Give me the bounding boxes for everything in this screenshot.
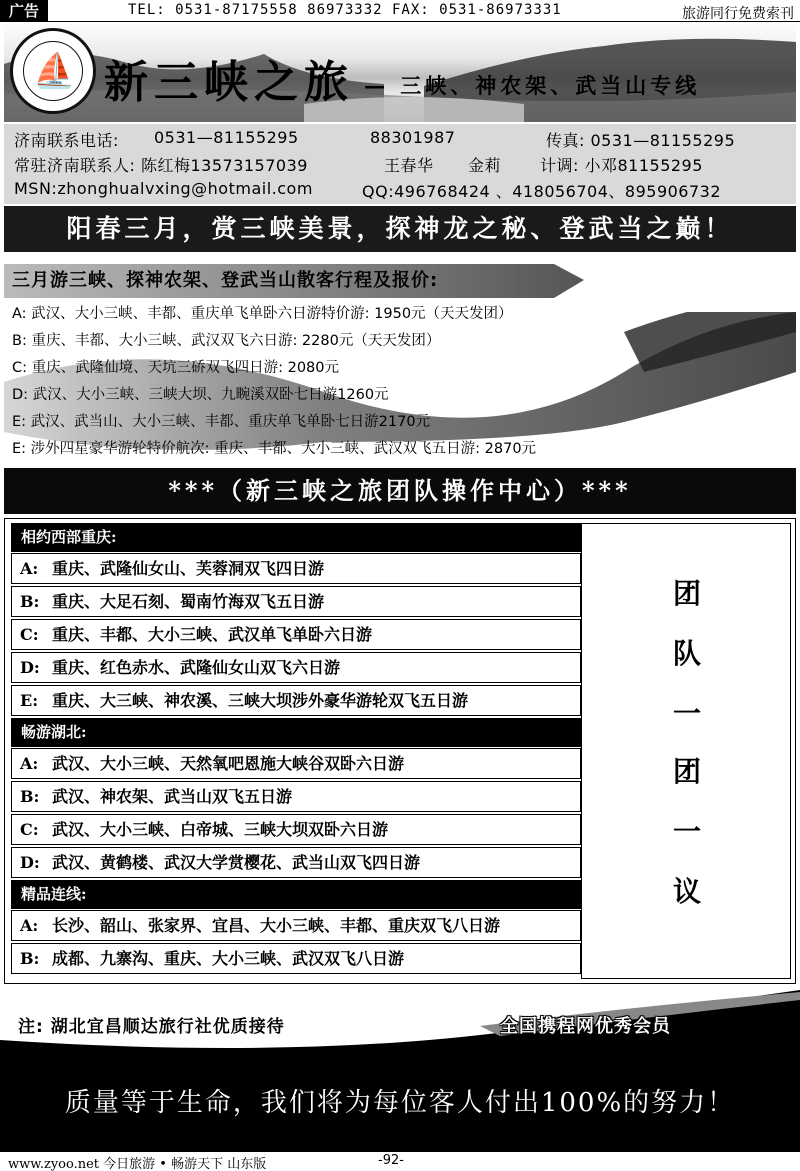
contact-person-2: 王春华 xyxy=(384,156,434,175)
page-number: -92- xyxy=(378,1153,404,1168)
slogan-char: 一 xyxy=(672,697,701,730)
contact-person: 常驻济南联系人: 陈红梅13573157039 xyxy=(14,156,308,175)
company-logo xyxy=(10,28,96,114)
pricing-title: 三月游三峡、探神农架、登武当山散客行程及报价: xyxy=(12,270,439,291)
brand-title: 新三峡之旅 xyxy=(104,57,354,108)
pricing-block xyxy=(4,252,796,464)
tour-list xyxy=(11,523,581,976)
slogan-char: 团 xyxy=(672,577,701,610)
page-footer xyxy=(0,1152,800,1171)
price-line: A: 武汉、大小三峡、丰都、重庆单飞单卧六日游特价游: 1950元（天天发团） xyxy=(12,306,513,322)
tour-table xyxy=(4,518,796,984)
quality-slogan: 质量等于生命，我们将为每位客人付出100%的努力！ xyxy=(0,1060,800,1152)
price-line: E: 武汉、武当山、大小三峡、丰都、重庆单飞单卧七日游2170元 xyxy=(12,414,431,430)
ship-icon: ⛵ xyxy=(33,51,76,91)
reception-note: 注: 湖北宜昌顺达旅行社优质接待 xyxy=(18,1017,285,1037)
tel-label: 济南联系电话: xyxy=(14,131,119,150)
tel-number-2: 88301987 xyxy=(370,128,456,147)
slogan-char: 团 xyxy=(672,755,701,788)
slogan-char: 一 xyxy=(672,815,701,848)
tour-item: A: 重庆、武隆仙女山、芙蓉洞双飞四日游 xyxy=(11,553,581,584)
fax-number: 传真: 0531—81155295 xyxy=(546,131,736,150)
contact-block xyxy=(4,124,796,204)
tour-item: D: 武汉、黄鹤楼、武汉大学赏樱花、武当山双飞四日游 xyxy=(11,847,581,878)
slogan-char: 队 xyxy=(672,637,701,670)
price-line: D: 武汉、大小三峡、三峡大坝、九畹溪双卧七日游1260元 xyxy=(12,387,389,403)
contact-person-3: 金莉 xyxy=(468,156,502,175)
section-header: 精品连线: xyxy=(11,880,581,909)
banner xyxy=(4,24,796,122)
tour-item: D: 重庆、红色赤水、武隆仙女山双飞六日游 xyxy=(11,652,581,683)
tour-item: C: 重庆、丰都、大小三峡、武汉单飞单卧六日游 xyxy=(11,619,581,650)
tour-item: B: 武汉、神农架、武当山双飞五日游 xyxy=(11,781,581,812)
tour-item: B: 成都、九寨沟、重庆、大小三峡、武汉双飞八日游 xyxy=(11,943,581,974)
section-header: 相约西部重庆: xyxy=(11,523,581,552)
brand-slogan: — 三峡、神农架、武当山专线 xyxy=(364,73,701,98)
top-bar xyxy=(0,0,800,22)
ops-center-banner: ***（新三峡之旅团队操作中心）*** xyxy=(4,468,796,514)
group-slogan-box xyxy=(581,523,791,979)
tel-number-1: 0531—81155295 xyxy=(154,128,299,147)
tour-item: C: 武汉、大小三峡、白帝城、三峡大坝双卧六日游 xyxy=(11,814,581,845)
section-header: 畅游湖北: xyxy=(11,718,581,747)
qq-contact: QQ:496768424 、418056704、895906732 xyxy=(362,182,722,201)
tour-item: A: 武汉、大小三峡、天然氧吧恩施大峡谷双卧六日游 xyxy=(11,748,581,779)
dispatch-contact: 计调: 小邓81155295 xyxy=(540,156,703,175)
slogan-char: 议 xyxy=(672,875,701,908)
msn-contact: MSN:zhonghualvxing@hotmail.com xyxy=(14,179,313,198)
price-line: C: 重庆、武隆仙境、天坑三硚双飞四日游: 2080元 xyxy=(12,360,340,376)
tour-item: E: 重庆、大三峡、神农溪、三峡大坝涉外豪华游轮双飞五日游 xyxy=(11,685,581,716)
free-index-label: 旅游同行免费索刊 xyxy=(682,6,794,22)
top-contact: TEL: 0531-87175558 86973332 FAX: 0531-86973331 xyxy=(128,2,562,18)
site-info: www.zyoo.net 今日旅游 • 畅游天下 山东版 xyxy=(8,1157,267,1171)
price-line: B: 重庆、丰都、大小三峡、武汉双飞六日游: 2280元（天天发团） xyxy=(12,333,441,349)
headline-banner: 阳春三月，赏三峡美景，探神龙之秘、登武当之巅！ xyxy=(4,206,796,252)
tour-item: B: 重庆、大足石刻、蜀南竹海双飞五日游 xyxy=(11,586,581,617)
price-line: E: 涉外四星豪华游轮特价航次: 重庆、丰都、大小三峡、武汉双飞五日游: 2870元 xyxy=(12,441,537,457)
ad-tag: 广告 xyxy=(0,0,48,22)
tour-item: A: 长沙、韶山、张家界、宜昌、大小三峡、丰都、重庆双飞八日游 xyxy=(11,910,581,941)
member-badge: 全国携程网优秀会员 xyxy=(500,1016,671,1037)
